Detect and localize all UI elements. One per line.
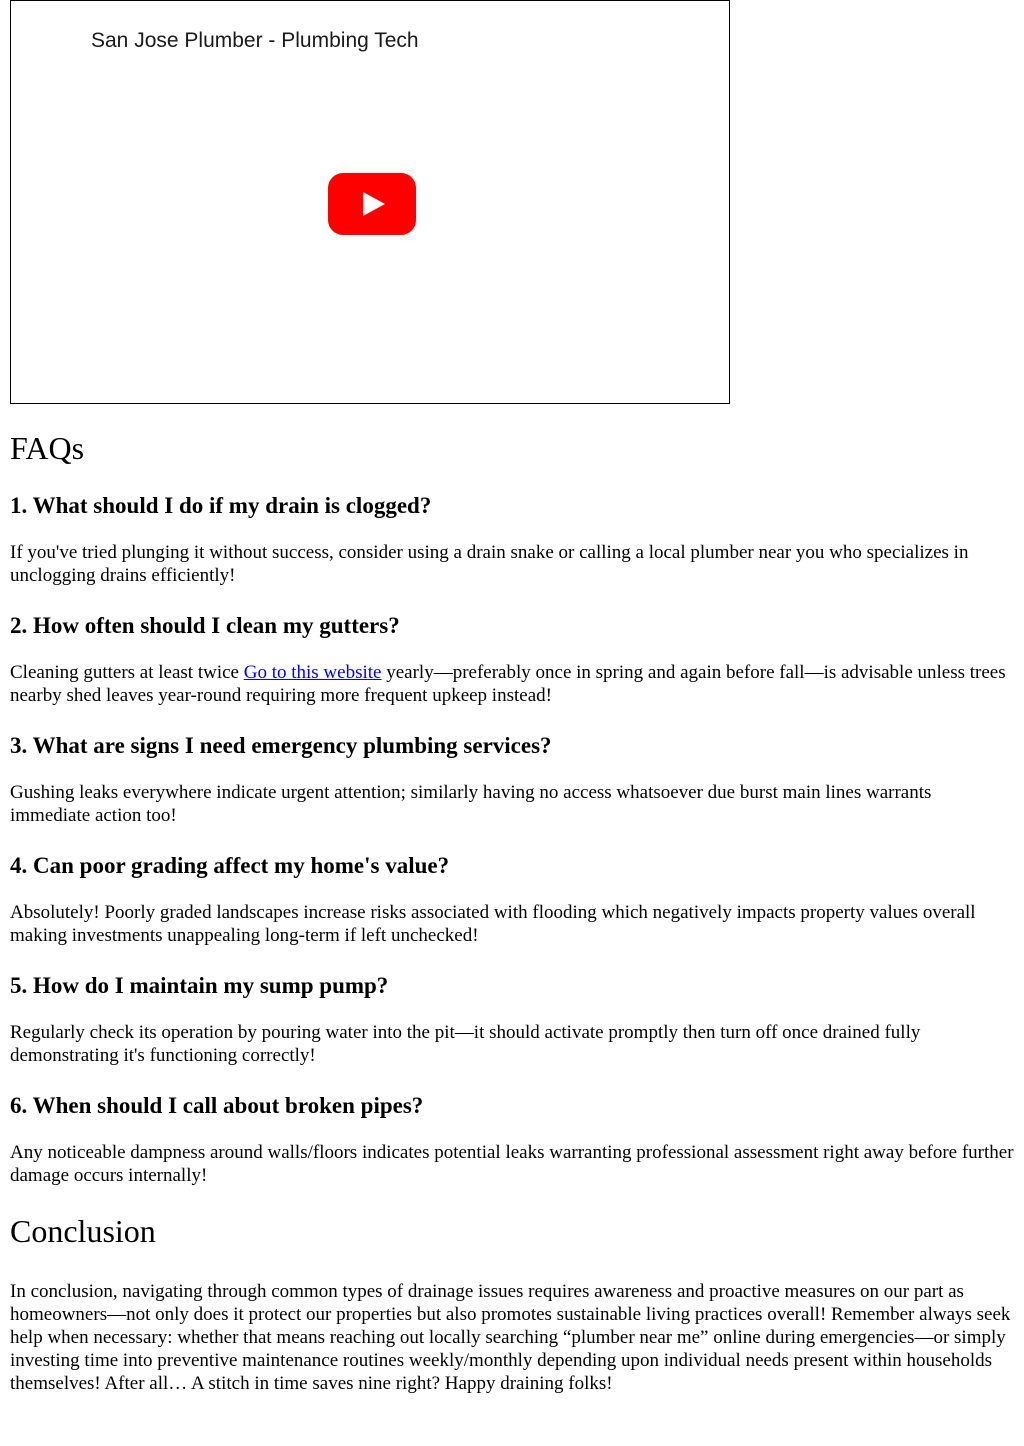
faq-answer: Gushing leaks everywhere indicate urgent attention; similarly having no access whatsoever due burst main lines warrants immediate action too! bbox=[10, 782, 932, 826]
youtube-video-embed[interactable] bbox=[10, 0, 730, 404]
go-to-website-link[interactable]: Go to this website bbox=[243, 662, 382, 683]
faq-item bbox=[10, 852, 1015, 947]
faq-answer-before-link: Cleaning gutters at least twice bbox=[10, 662, 244, 683]
video-title[interactable]: San Jose Plumber - Plumbing Tech bbox=[91, 29, 419, 52]
faq-question: 3. What are signs I need emergency plumbing services? bbox=[10, 733, 552, 758]
faq-item bbox=[10, 1092, 1015, 1187]
faq-question: 1. What should I do if my drain is clogged? bbox=[10, 493, 432, 518]
faq-question: 4. Can poor grading affect my home's value? bbox=[10, 853, 450, 878]
faq-answer: If you've tried plunging it without success, consider using a drain snake or calling a local plumber near you who specializes in unclogging drains efficiently! bbox=[10, 542, 969, 586]
faq-item bbox=[10, 612, 1015, 707]
faq-question: 2. How often should I clean my gutters? bbox=[10, 613, 400, 638]
youtube-play-icon[interactable] bbox=[328, 173, 416, 235]
faq-answer: Any noticeable dampness around walls/floors indicates potential leaks warranting professional assessment right away before further damage occurs internally! bbox=[10, 1142, 1014, 1186]
article-content bbox=[10, 424, 1015, 1395]
conclusion-heading: Conclusion bbox=[10, 1213, 156, 1249]
faq-answer: Absolutely! Poorly graded landscapes increase risks associated with flooding which negatively impacts property values overall making investments unappealing long-term if left unchecked! bbox=[10, 902, 976, 946]
faqs-heading: FAQs bbox=[10, 430, 85, 466]
conclusion-body: In conclusion, navigating through common types of drainage issues requires awareness and proactive measures on our part as homeowners—not only does it protect our properties but also promotes sustainable living practices overall! Remember always seek help when necessary: whether that means reaching out locally searching “plumber near me” online during emergencies—or simply investing time into preventive maintenance routines weekly/monthly depending upon individual needs present within households themselves! After all… A stitch in time saves nine right? Happy draining folks! bbox=[10, 1281, 1011, 1394]
faq-answer: Regularly check its operation by pouring water into the pit—it should activate promptly then turn off once drained fully demonstrating it's functioning correctly! bbox=[10, 1022, 921, 1066]
faq-item bbox=[10, 972, 1015, 1067]
faq-question: 6. When should I call about broken pipes? bbox=[10, 1093, 424, 1118]
faq-answer-after-link: yearly—preferably once in spring and again before fall—is advisable unless trees nearby shed leaves year-round requiring more frequent upkeep instead! bbox=[10, 662, 1006, 706]
faq-item bbox=[10, 492, 1015, 587]
faq-question: 5. How do I maintain my sump pump? bbox=[10, 973, 389, 998]
faq-item bbox=[10, 732, 1015, 827]
faq-answer bbox=[10, 661, 1015, 707]
